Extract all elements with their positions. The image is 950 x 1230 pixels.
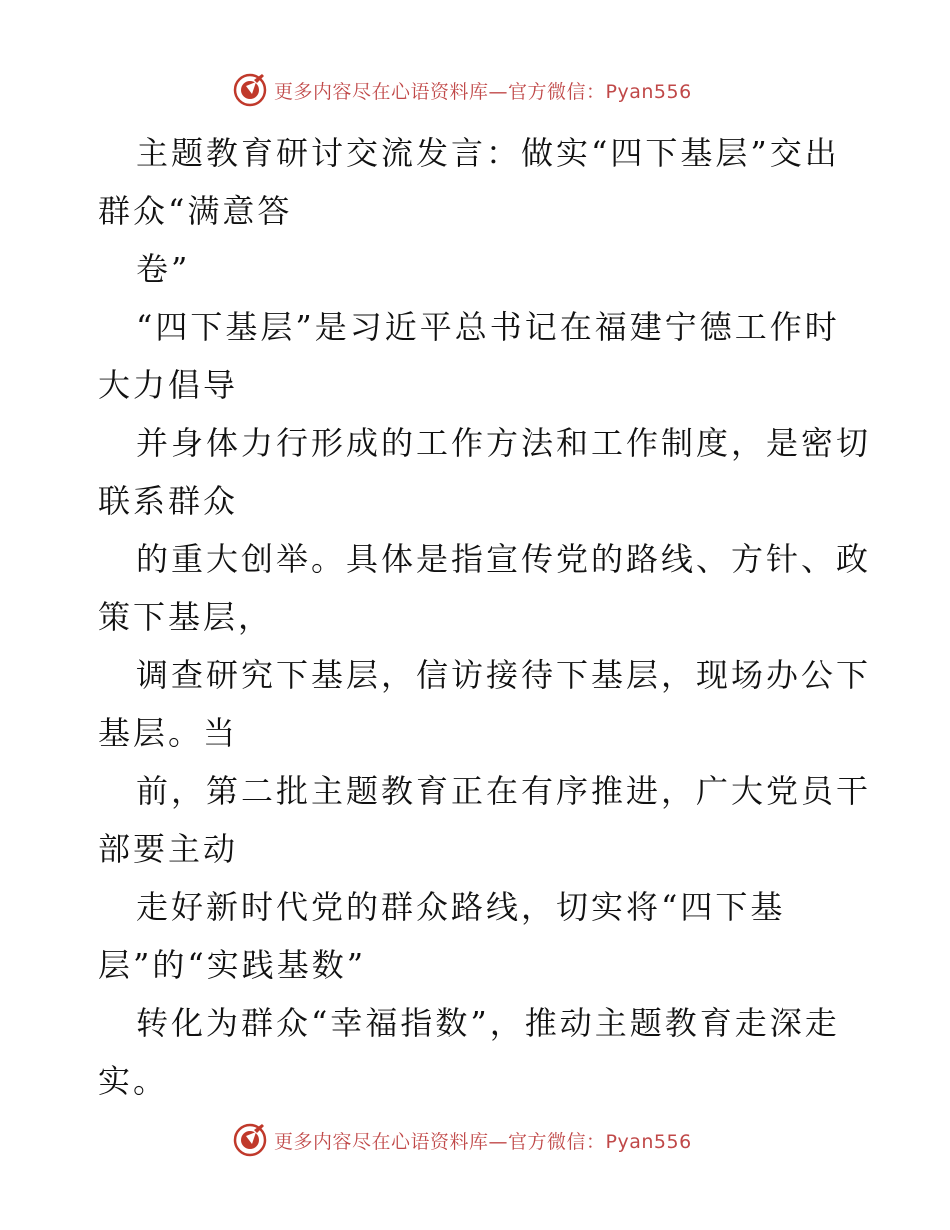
text-line: 部要主动	[98, 830, 239, 868]
footer-banner	[232, 1120, 692, 1160]
banner-text: 更多内容尽在心语资料库—官方微信：Pyan556	[274, 80, 692, 103]
document-body	[98, 124, 872, 1110]
text-line: 主题教育研讨交流发言：做实“四下基层”交出	[136, 134, 840, 172]
text-line: 实。	[98, 1062, 169, 1100]
text-line: 基层。当	[98, 714, 239, 752]
pen-logo-icon	[232, 1122, 268, 1158]
banner-text: 更多内容尽在心语资料库—官方微信：Pyan556	[274, 1130, 692, 1153]
text-line: 大力倡导	[98, 366, 239, 404]
text-line: 策下基层，	[98, 598, 274, 636]
pen-logo-icon	[232, 72, 268, 108]
text-line: 转化为群众“幸福指数”，推动主题教育走深走	[136, 1004, 840, 1042]
text-line: 群众“满意答	[98, 192, 293, 230]
text-line: 调查研究下基层，信访接待下基层，现场办公下	[136, 656, 872, 694]
text-line: 层”的“实践基数”	[98, 946, 367, 984]
text-line: “四下基层”是习近平总书记在福建宁德工作时	[136, 308, 840, 346]
text-line: 前，第二批主题教育正在有序推进，广大党员干	[136, 772, 872, 810]
text-line: 的重大创举。具体是指宣传党的路线、方针、政	[136, 540, 872, 578]
text-line: 并身体力行形成的工作方法和工作制度，是密切	[136, 424, 872, 462]
text-line: 卷”	[136, 250, 191, 288]
text-line: 联系群众	[98, 482, 239, 520]
text-line: 走好新时代党的群众路线，切实将“四下基	[136, 888, 786, 926]
header-banner	[232, 70, 692, 110]
